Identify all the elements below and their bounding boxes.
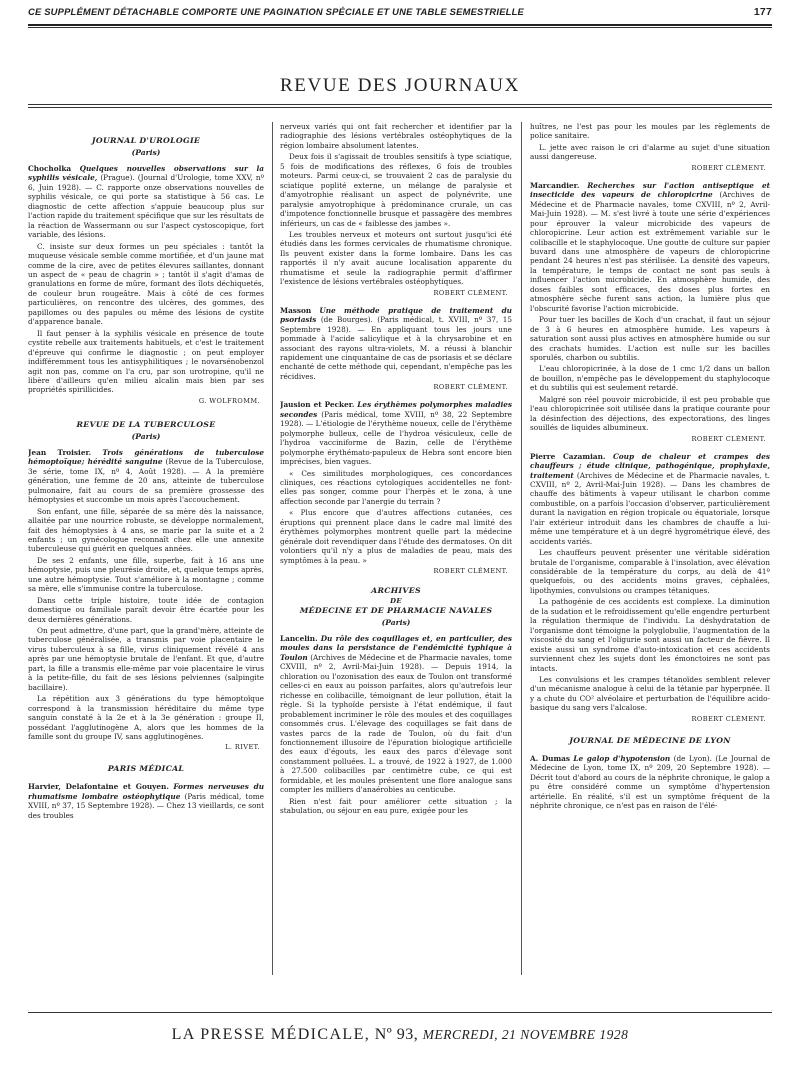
section-title: JOURNAL D'UROLOGIE [91,136,201,145]
title-rule-2 [28,107,772,108]
signature: L. RIVET. [225,743,260,752]
column-divider-1 [272,122,273,975]
article-author: Harvier, Delafontaine et Gouyen. [28,782,169,792]
article-title: Formes nerveuses du rhumatisme lombaire ostéophytique [28,782,264,801]
article-text: (Archives de Médecine et de Pharmacie navales, t. CXVIII, nº 2, Avril-Mai-Juin 1928). — Dans les chambres de chauffe des bâtiments à vapeur utilisant le charbon comme combustible, on a parfois l'occasion d'observer, particulièrement durant la navigation en région tropicale ou équatoriale, lorsque l'air extérieur introduit dans les chambres de chauffe a lui-même une température et à un degré hygrométrique élevé, des accidents variés. [530,470,770,546]
article-title: Coup de chaleur et crampes des chauffeurs ; étude clinique, pathogénique, prophylaxie, traitement [530,451,770,480]
section-title: PARIS MÉDICAL [107,764,185,774]
paragraph: On peut admettre, d'une part, que la grand'mère, atteinte de tuberculose généralisée, a transmis par voie placentaire le virus tuberculeux à sa fille, virus cliniquement révélé 4 ans après par une hémoptysie brutale de l'enfant. Et que, d'autre part, la fille a transmis elle-même par voie placentaire le virus à la petite-fille, du fait de ses lésions pelviennes (salpingite bacillaire). [28,626,264,692]
section-title-de: DE [390,597,402,606]
article-author: A. Dumas [530,753,571,763]
paragraph: Les chauffeurs peuvent présenter une véritable sidération brutale de l'organisme, comparable à l'insolation, avec élévation considérable de la température du corps, au delà de 41º quelquefois, ou des accidents moins graves, céphalées, lipothymies, convulsions ou crampes tétaniques. [530,548,770,595]
footer-issue-number: Nº 93, [374,1026,419,1043]
paragraph: L'eau chloropicrinée, à la dose de 1 cmc 1/2 dans un ballon de bouillon, n'empêche pas le développement du staphylocoque et du subtilis qui est seulement retardé. [530,364,770,393]
paragraph: La pathogénie de ces accidents est complexe. La diminution de la sudation et le refroidissement qu'elle engendre perturbent la régulation thermique de l'individu. La déshydratation de l'organisme dont témoigne la polyglobulie, l'augmentation de la viscosité du sang et l'oligurie sont aussi un facteur de fièvre. Il existe aussi un syndrome d'auto-intoxication et ces accidents surviennent chez les sujets dont les émonctoires ne sont pas intacts. [530,597,770,673]
article-title: Trois générations de tuberculose hémoptoïque; hérédité sanguine [28,447,264,467]
article-text: (Archives de Médecine et de Pharmacie navales, tome CXVIII, nº 2, Avril-Mai-Juin 1928). — M. s'est livré à toute une série d'expériences pour éprouver la valeur microbicide des vapeurs de chloropicrine. Leur action est extrêmement variable sur le colibacille et le staphylocoque. Une goutte de culture sur papier buvard dans une atmosphère de vapeurs de chloropicrine pendant 24 heures n'est pas stérilisée. La densité des vapeurs, la température, le temps de contact ne sont pas seuls à influencer l'action microbicide. En atmosphère humide, des doses faibles sont efficaces, des doses plus fortes en atmosphère sèche furent sans action, la lumière plus que l'obscurité favorise l'action microbicide. [530,190,770,313]
paragraph: Les troubles nerveux et moteurs ont surtout jusqu'ici été étudiés dans les formes cervicales de rhumatisme chronique. Ils peuvent exister dans la forme lombaire. Dans les cas rapportés il n'y avait aucune localisation apparente du rhumatisme et seule la radiographie permit d'affirmer l'existence de lésions vertébrales ostéophytiques. [280,229,512,287]
article-title: Du rôle des coquillages et, en particulier, des moules dans la persistance de l'endémicité typhique à Toulon [280,634,512,662]
article-author: Jausion et Pecker. [280,400,355,410]
article [280,634,512,795]
article-text: (Revue de la Tuberculose, 3e série, tome IX, nº 4, Août 1928). — A la première génération, une femme de 20 ans, atteinte de tuberculose pulmonaire, fait au cours de sa première grossesse des hémoptysies et succombe un mois après l'accouchement. [28,457,264,505]
footer-rule [28,1012,772,1013]
signature: G. WOLFROMM. [198,396,260,405]
paragraph: nerveux variés qui ont fait rechercher et identifier par la radiographie des lésions vertébrales ostéophytiques de la région lombaire absolument latentes. [280,122,512,150]
column-2 [280,122,512,982]
article-text: (Archives de Médecine et de Pharmacie navales, tome CXVIII, nº 2, Avril-Mai-Juin 1928). — Depuis 1914, la chloration ou l'ozonisation des eaux de Toulon ont transformé celles-ci en eaux au poisson parfaites, alors qu'autrefois leur richesse en colibacille, témoignant de leur pollution, était la règle. Si la typhoïde persiste à l'état endémique, il faut probablement incriminer le rôle des moules et des coquillages consommés crus. L'élevage des coquillages se fait dans de vastes parcs de la rade de Toulon, où du fait d'un fonctionnement illusoire de l'épuration biologique artificielle des eaux d'égouts, les eaux des parcs d'élevage sont constamment polluées. L. a trouvé, de 1922 à 1927, de 1.000 à 27.500 colibacilles par centimètre cube, ce qui est formidable, et les moules présentent une flore analogue sans compter les milliers d'anaérobies au centicube. [280,652,512,795]
banner-text: CE SUPPLÉMENT DÉTACHABLE COMPORTE UNE PAGINATION SPÉCIALE ET UNE TABLE SEMESTRIELLE [28,6,524,17]
article [530,181,770,313]
page-title: REVUE DES JOURNAUX [280,75,520,96]
article-title: Recherches sur l'action antiseptique et insecticide des vapeurs de chloropicrine [530,180,770,200]
paragraph: Il faut penser à la syphilis vésicale en présence de toute cystite rebelle aux traitements habituels, et c'est le traitement d'épreuve qui confirme le diagnostic ; on peut employer indifféremment tous les antisyphilitiques ; le novarsénobenzol agit non pas, comme on l'a cru, par son urotropine, qu'il ne libère d'ailleurs qu'en milieu alcalin mais bien par ses propriétés spirillicides. [28,328,264,395]
article-author: Chocholka [28,164,72,173]
signature: ROBERT CLÉMENT. [433,567,508,576]
paragraph: « Plus encore que d'autres affections cutanées, ces éruptions qui prennent place dans le cadre mal limité des érythèmes polymorphes montrent quelle part la médecine générale doit revendiquer dans l'étude des dermatoses. On dit volontiers qu'il n'y a plus de maladies de peau, mais des symptômes à la peau. » [280,508,512,565]
article-author: Marcandier. [530,180,580,190]
paragraph: Dans cette triple histoire, toute idée de contagion domestique ou familiale paraît devoir être écartée pour les deux dernières générations. [28,595,264,624]
paragraph: Rien n'est fait pour améliorer cette situation ; la stabulation, ou séjour en eau pure, exigée pour les [280,796,512,816]
supplement-banner [28,6,772,20]
article-title: Le galop d'hypotension [573,753,671,763]
article [28,448,264,505]
section-city: (Paris) [131,431,161,441]
paragraph: De ses 2 enfants, une fille, superbe, fait à 16 ans une hémoptysie, puis une pleurésie droite, et, quelque temps après, une autre hémoptysie. Tout s'améliore à la montagne ; comme sa mère, elle s'immunise contre la tuberculose. [28,555,264,594]
article-author: Jean Troisier. [28,447,92,457]
paragraph: Deux fois il s'agissait de troubles sensitifs à type sciatique, 5 fois de modifications des réflexes, 6 fois de troubles moteurs. Parmi ceux-ci, se trouvaient 2 cas de paralysie du sciatique poplité externe, un mélange de paralysie et d'amyotrophie réalisant un aspect de polynévrite, une paralysie amyotrophique à prédominance crurale, un cas d'impotence fonctionnelle brusque et passagère des membres inférieurs, un cas de « faiblesse des jambes ». [280,152,512,228]
signature: ROBERT CLÉMENT. [433,288,508,297]
banner-rule [28,24,772,26]
article-text: (Paris médical, tome XVIII, nº 37, 15 Septembre 1928). — Chez 13 vieillards, ce sont des troubles [28,791,264,820]
footer-journal: LA PRESSE MÉDICALE, [171,1026,371,1043]
section-title: REVUE DE LA TUBERCULOSE [76,419,216,429]
article-author: Pierre Cazamian. [530,451,606,461]
page-footer [0,1026,800,1044]
article-author: Lancelin. [280,634,318,644]
article-title: Les érythèmes polymorphes maladies secondes [280,400,512,419]
column-1 [28,122,264,982]
title-rule [28,104,772,105]
section-city: (Paris) [131,148,161,157]
paragraph: Pour tuer les bacilles de Koch d'un crachat, il faut un séjour de 3 à 6 heures en atmosphère humide. Les vapeurs à saturation sont aussi plus actives en atmosphère humide ou sur des crachats humides. L'action est nulle sur les bacilles sporulés, charbon ou subtilis. [530,315,770,362]
article-title: Une méthode pratique de traitement du psoriasis [280,305,512,325]
section-title: JOURNAL DE MÉDECINE DE LYON [569,735,731,745]
paragraph: huîtres, ne l'est pas pour les moules par les règlements de police sanitaire. [530,122,770,141]
banner-rule-thin [28,27,772,28]
article [530,452,770,547]
article [280,400,512,466]
column-3 [530,122,770,982]
article-text: (de Lyon). (Le Journal de Médecine de Lyon, tome IX, nº 209, 20 Septembre 1928). — Décrit tout d'abord au cours de la néphrite chronique, le galop a pu être considéré comme un symptôme d'hypertension artérielle. En réalité, s'il est un symptôme fréquent de la néphrite chronique, ce n'est pas en raison de l'élé- [530,753,770,811]
signature: ROBERT CLÉMENT. [691,714,766,723]
article [530,754,770,811]
signature: ROBERT CLÉMENT. [433,383,508,392]
footer-date: MERCREDI, 21 NOVEMBRE 1928 [422,1027,629,1042]
section-city: (Paris) [381,618,411,628]
section-title: ARCHIVES [371,586,421,596]
signature: ROBERT CLÉMENT. [691,163,766,172]
article [28,782,264,820]
paragraph: Malgré son réel pouvoir microbicide, il est peu probable que l'eau chloropicrinée soit utilisée dans la pratique courante pour la désinfection des déjections, des expectorations, des linges souillés de liquides albumineux. [530,394,770,433]
paragraph: C. insiste sur deux formes un peu spéciales : tantôt la muqueuse vésicale semble comme mortifiée, et d'un jaune mat comme de la cire, avec de petites élevures saillantes, donnant un aspect de « peau de chagrin » ; tantôt il s'agit d'amas de granulations en forme de mûre, formant des îlots déchiquetés, de couleur brun rougeâtre. Mais à côté de ces formes particulières, on rencontre des ulcères, des gommes, des papillomes ou des papules ou même des lésions de cystite d'apparence banale. [28,241,264,327]
paragraph: Les convulsions et les crampes tétanoïdes semblent relever d'un mécanisme analogue à celui de la tétanie par hyperpnée. Il y a chute du CO² alvéolaire et perturbation de l'équilibre acido-basique du sang vers l'alcalose. [530,675,770,713]
article-title: Quelques nouvelles observations sur la syphilis vésicale, [28,164,264,183]
article-author: Masson [280,305,312,315]
paragraph: « Ces similitudes morphologiques, ces concordances cliniques, ces réactions cytologiques accidentelles ne font-elles pas songer, comme pour l'herpès et le zona, à une affection seconde par l'anergie du terrain ? [280,468,512,506]
paragraph: L. jette avec raison le cri d'alarme au sujet d'une situation aussi dangereuse. [530,142,770,162]
article-text: (Prague). (Journal d'Urologie, tome XXV, nº 6, Juin 1928). — C. rapporte onze observations nouvelles de syphilis vésicale, ce qui porte sa statistique à 56 cas. Le diagnostic de cette affection s'appuie beaucoup plus sur l'action rapide du traitement spécifique que sur les résultats de la réaction de Wassermann ou sur l'aspect cystoscopique, fort variable, des lésions. [28,173,264,240]
page-number: 177 [753,6,772,18]
article-text: (de Bourges). (Paris médical, t. XVIII, nº 37, 15 Septembre 1928). — En appliquant tous les jours une pommade à l'acide salicylique et à la chrysarobine et en associant des rayons ultra-violets, M. a réussi à blanchir rapidement une cinquantaine de cas de psoriasis et se déclare enchanté de cette méthode qui, cependant, n'empêche pas les récidives. [280,315,512,381]
paragraph: La répétition aux 3 générations du type hémoptoïque correspond à la transmission héréditaire du même type sanguin constaté à la 2e et à la 3e génération : groupe II, possédant l'agglutinogène A, alors que les hommes de la famille sont du groupe IV, sans agglutinogènes. [28,694,264,742]
section-title-2: MÉDECINE ET DE PHARMACIE NAVALES [299,606,493,616]
column-divider-2 [521,122,522,975]
article [28,164,264,240]
signature: ROBERT CLÉMENT. [691,434,766,443]
paragraph: Son enfant, une fille, séparée de sa mère dès la naissance, allaitée par une nourrice robuste, se développe normalement, fait des hémoptysies à 4 ans, se marie par la suite et a 2 enfants ; un gynécologue reconnaît chez elle une annexite tuberculeuse qui guérit en quelques années. [28,506,264,554]
article [280,306,512,382]
article-text: (Paris médical, tome XVIII, nº 38, 22 Septembre 1928). — L'étiologie de l'érythème noueux, celle de l'érythème polymorphe bulleux, celle de l'hydroa vésiculeux, celle de l'hydroa vacciniforme de Bazin, celle de l'érythème polymorphe érythémato-papuleux de Hebra sont encore bien imprécises, bien vagues. [280,409,512,467]
